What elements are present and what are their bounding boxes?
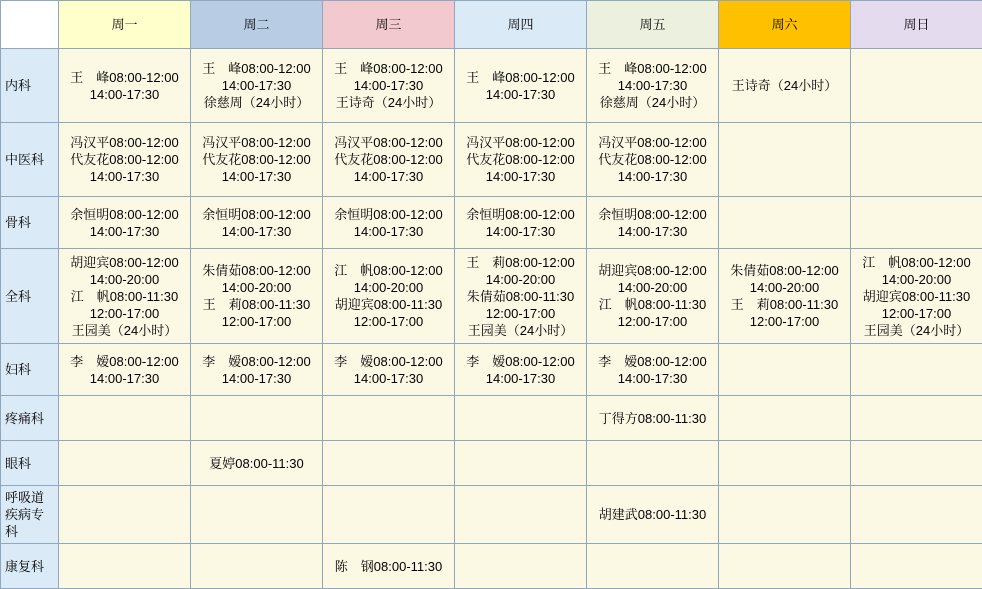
empty-slot — [327, 410, 450, 427]
schedule-entry-line: 江 帆08:00-11:30 — [591, 296, 714, 313]
column-header-day-5: 周五 — [587, 1, 719, 49]
schedule-cell — [191, 197, 323, 249]
schedule-entry-line: 14:00-17:30 — [327, 223, 450, 240]
schedule-cell — [587, 249, 719, 344]
column-header-day-6: 周六 — [719, 1, 851, 49]
schedule-entry-line: 余恒明08:00-12:00 — [327, 206, 450, 223]
schedule-cell — [59, 544, 191, 589]
schedule-entry-line: 14:00-17:30 — [459, 370, 582, 387]
schedule-entry-line: 胡迎宾08:00-12:00 — [591, 262, 714, 279]
schedule-cell — [719, 396, 851, 441]
schedule-entry-line: 朱倩茹08:00-12:00 — [195, 262, 318, 279]
row-header-department: 眼科 — [1, 441, 59, 486]
schedule-entry-line: 徐慈周（24小时） — [591, 94, 714, 111]
empty-slot — [855, 558, 978, 575]
schedule-entry-line: 王园美（24小时） — [63, 322, 186, 339]
schedule-entry-line: 14:00-17:30 — [591, 370, 714, 387]
schedule-cell — [587, 197, 719, 249]
schedule-entry-line: 朱倩茹08:00-12:00 — [723, 262, 846, 279]
schedule-entry-line: 14:00-17:30 — [195, 77, 318, 94]
table-corner-cell — [1, 1, 59, 49]
empty-slot — [591, 455, 714, 472]
schedule-cell — [455, 49, 587, 123]
schedule-cell — [59, 486, 191, 544]
table-row — [1, 344, 982, 396]
schedule-cell — [719, 441, 851, 486]
schedule-cell — [455, 249, 587, 344]
empty-slot — [63, 455, 186, 472]
schedule-entry-line: 14:00-17:30 — [327, 168, 450, 185]
schedule-cell — [323, 396, 455, 441]
schedule-entry-line: 代友花08:00-12:00 — [63, 151, 186, 168]
schedule-entry-line: 冯汉平08:00-12:00 — [591, 134, 714, 151]
schedule-entry-line: 王 峰08:00-12:00 — [195, 60, 318, 77]
schedule-entry-line: 余恒明08:00-12:00 — [195, 206, 318, 223]
schedule-entry-line: 14:00-20:00 — [63, 271, 186, 288]
schedule-entry-line: 14:00-20:00 — [459, 271, 582, 288]
column-header-day-4: 周四 — [455, 1, 587, 49]
schedule-entry-line: 王园美（24小时） — [459, 322, 582, 339]
schedule-cell — [851, 49, 982, 123]
empty-slot — [591, 558, 714, 575]
schedule-cell — [719, 123, 851, 197]
empty-slot — [195, 558, 318, 575]
schedule-cell — [323, 123, 455, 197]
schedule-entry-line: 丁得方08:00-11:30 — [591, 410, 714, 427]
schedule-cell — [455, 344, 587, 396]
schedule-cell — [587, 49, 719, 123]
schedule-cell — [587, 123, 719, 197]
schedule-entry-line: 14:00-20:00 — [723, 279, 846, 296]
schedule-entry-line: 王 峰08:00-12:00 — [63, 69, 186, 86]
schedule-entry-line: 江 帆08:00-12:00 — [327, 262, 450, 279]
schedule-entry-line: 江 帆08:00-12:00 — [855, 254, 978, 271]
schedule-entry-line: 李 嫒08:00-12:00 — [591, 353, 714, 370]
schedule-entry-line: 冯汉平08:00-12:00 — [327, 134, 450, 151]
schedule-entry-line: 12:00-17:00 — [195, 313, 318, 330]
schedule-entry-line: 代友花08:00-12:00 — [327, 151, 450, 168]
schedule-cell — [191, 249, 323, 344]
schedule-entry-line: 14:00-17:30 — [63, 223, 186, 240]
schedule-entry-line: 余恒明08:00-12:00 — [459, 206, 582, 223]
schedule-entry-line: 14:00-17:30 — [195, 168, 318, 185]
schedule-entry-line: 李 嫒08:00-12:00 — [195, 353, 318, 370]
schedule-entry-line: 余恒明08:00-12:00 — [63, 206, 186, 223]
schedule-entry-line: 12:00-17:00 — [63, 305, 186, 322]
schedule-entry-line: 王 峰08:00-12:00 — [591, 60, 714, 77]
empty-slot — [459, 410, 582, 427]
schedule-entry-line: 14:00-17:30 — [591, 77, 714, 94]
empty-slot — [459, 506, 582, 523]
empty-slot — [855, 361, 978, 378]
schedule-cell — [191, 344, 323, 396]
schedule-cell — [719, 544, 851, 589]
schedule-entry-line: 14:00-17:30 — [63, 370, 186, 387]
table-header — [1, 1, 982, 49]
schedule-entry-line: 14:00-20:00 — [195, 279, 318, 296]
schedule-entry-line: 14:00-17:30 — [195, 223, 318, 240]
column-header-day-3: 周三 — [323, 1, 455, 49]
table-row — [1, 441, 982, 486]
column-header-day-2: 周二 — [191, 1, 323, 49]
schedule-entry-line: 冯汉平08:00-12:00 — [195, 134, 318, 151]
table-row — [1, 249, 982, 344]
schedule-cell — [455, 441, 587, 486]
schedule-entry-line: 王诗奇（24小时） — [723, 77, 846, 94]
empty-slot — [855, 410, 978, 427]
empty-slot — [855, 214, 978, 231]
schedule-entry-line: 胡迎宾08:00-11:30 — [327, 296, 450, 313]
schedule-cell — [719, 49, 851, 123]
schedule-cell — [323, 441, 455, 486]
schedule-entry-line: 14:00-17:30 — [591, 168, 714, 185]
schedule-entry-line: 胡建武08:00-11:30 — [591, 506, 714, 523]
schedule-cell — [59, 441, 191, 486]
schedule-cell — [59, 197, 191, 249]
schedule-entry-line: 胡迎宾08:00-12:00 — [63, 254, 186, 271]
schedule-cell — [851, 396, 982, 441]
empty-slot — [723, 506, 846, 523]
schedule-entry-line: 余恒明08:00-12:00 — [591, 206, 714, 223]
schedule-entry-line: 李 嫒08:00-12:00 — [327, 353, 450, 370]
empty-slot — [459, 558, 582, 575]
schedule-cell — [59, 396, 191, 441]
schedule-entry-line: 王 峰08:00-12:00 — [459, 69, 582, 86]
schedule-cell — [323, 249, 455, 344]
schedule-cell — [851, 123, 982, 197]
schedule-entry-line: 14:00-17:30 — [459, 168, 582, 185]
schedule-entry-line: 14:00-20:00 — [591, 279, 714, 296]
empty-slot — [855, 151, 978, 168]
empty-slot — [723, 410, 846, 427]
schedule-entry-line: 14:00-17:30 — [591, 223, 714, 240]
schedule-entry-line: 14:00-17:30 — [327, 77, 450, 94]
schedule-entry-line: 王 莉08:00-11:30 — [195, 296, 318, 313]
empty-slot — [855, 506, 978, 523]
schedule-entry-line: 李 嫒08:00-12:00 — [459, 353, 582, 370]
schedule-cell — [851, 544, 982, 589]
empty-slot — [723, 361, 846, 378]
schedule-cell — [191, 486, 323, 544]
schedule-cell — [191, 396, 323, 441]
schedule-cell — [323, 197, 455, 249]
schedule-cell — [455, 197, 587, 249]
empty-slot — [855, 455, 978, 472]
schedule-entry-line: 14:00-20:00 — [327, 279, 450, 296]
column-header-day-7: 周日 — [851, 1, 982, 49]
empty-slot — [459, 455, 582, 472]
schedule-cell — [59, 344, 191, 396]
schedule-cell — [587, 396, 719, 441]
row-header-department: 内科 — [1, 49, 59, 123]
row-header-department: 全科 — [1, 249, 59, 344]
schedule-entry-line: 12:00-17:00 — [327, 313, 450, 330]
schedule-cell — [719, 249, 851, 344]
empty-slot — [63, 410, 186, 427]
schedule-entry-line: 14:00-17:30 — [63, 86, 186, 103]
column-header-day-1: 周一 — [59, 1, 191, 49]
schedule-entry-line: 12:00-17:00 — [855, 305, 978, 322]
schedule-entry-line: 王诗奇（24小时） — [327, 94, 450, 111]
empty-slot — [723, 151, 846, 168]
schedule-cell — [851, 441, 982, 486]
schedule-cell — [59, 49, 191, 123]
empty-slot — [195, 410, 318, 427]
schedule-cell — [719, 197, 851, 249]
schedule-cell — [191, 123, 323, 197]
schedule-entry-line: 12:00-17:00 — [591, 313, 714, 330]
schedule-cell — [851, 197, 982, 249]
schedule-cell — [323, 49, 455, 123]
empty-slot — [327, 455, 450, 472]
schedule-entry-line: 胡迎宾08:00-11:30 — [855, 288, 978, 305]
schedule-entry-line: 14:00-20:00 — [855, 271, 978, 288]
schedule-cell — [851, 249, 982, 344]
table-body — [1, 49, 982, 589]
schedule-entry-line: 代友花08:00-12:00 — [459, 151, 582, 168]
schedule-cell — [59, 123, 191, 197]
row-header-department: 疼痛科 — [1, 396, 59, 441]
schedule-cell — [587, 544, 719, 589]
schedule-entry-line: 朱倩茹08:00-11:30 — [459, 288, 582, 305]
schedule-entry-line: 陈 钢08:00-11:30 — [327, 558, 450, 575]
schedule-cell — [323, 486, 455, 544]
row-header-department: 中医科 — [1, 123, 59, 197]
schedule-cell — [323, 544, 455, 589]
schedule-entry-line: 冯汉平08:00-12:00 — [459, 134, 582, 151]
row-header-department: 康复科 — [1, 544, 59, 589]
schedule-cell — [587, 344, 719, 396]
schedule-cell — [719, 344, 851, 396]
schedule-entry-line: 代友花08:00-12:00 — [591, 151, 714, 168]
empty-slot — [195, 506, 318, 523]
schedule-cell — [323, 344, 455, 396]
schedule-entry-line: 14:00-17:30 — [195, 370, 318, 387]
schedule-cell — [587, 486, 719, 544]
schedule-cell — [851, 486, 982, 544]
empty-slot — [63, 506, 186, 523]
schedule-entry-line: 江 帆08:00-11:30 — [63, 288, 186, 305]
schedule-cell — [851, 344, 982, 396]
schedule-entry-line: 14:00-17:30 — [459, 86, 582, 103]
schedule-cell — [587, 441, 719, 486]
schedule-entry-line: 14:00-17:30 — [63, 168, 186, 185]
schedule-entry-line: 夏婷08:00-11:30 — [195, 455, 318, 472]
schedule-entry-line: 王 莉08:00-11:30 — [723, 296, 846, 313]
schedule-entry-line: 徐慈周（24小时） — [195, 94, 318, 111]
schedule-entry-line: 李 嫒08:00-12:00 — [63, 353, 186, 370]
header-row — [1, 1, 982, 49]
row-header-department: 呼吸道疾病专科 — [1, 486, 59, 544]
schedule-cell — [455, 544, 587, 589]
schedule-entry-line: 14:00-17:30 — [459, 223, 582, 240]
schedule-entry-line: 14:00-17:30 — [327, 370, 450, 387]
empty-slot — [723, 214, 846, 231]
table-row — [1, 396, 982, 441]
empty-slot — [723, 455, 846, 472]
empty-slot — [63, 558, 186, 575]
schedule-entry-line: 王园美（24小时） — [855, 322, 978, 339]
schedule-cell — [719, 486, 851, 544]
row-header-department: 骨科 — [1, 197, 59, 249]
row-header-department: 妇科 — [1, 344, 59, 396]
schedule-cell — [455, 396, 587, 441]
empty-slot — [855, 77, 978, 94]
schedule-entry-line: 冯汉平08:00-12:00 — [63, 134, 186, 151]
schedule-cell — [59, 249, 191, 344]
table-row — [1, 197, 982, 249]
table-row — [1, 486, 982, 544]
schedule-cell — [191, 441, 323, 486]
schedule-entry-line: 代友花08:00-12:00 — [195, 151, 318, 168]
schedule-entry-line: 12:00-17:00 — [723, 313, 846, 330]
table-row — [1, 544, 982, 589]
empty-slot — [723, 558, 846, 575]
schedule-cell — [455, 486, 587, 544]
schedule-cell — [191, 544, 323, 589]
schedule-entry-line: 王 峰08:00-12:00 — [327, 60, 450, 77]
empty-slot — [327, 506, 450, 523]
schedule-entry-line: 王 莉08:00-12:00 — [459, 254, 582, 271]
schedule-cell — [191, 49, 323, 123]
schedule-cell — [455, 123, 587, 197]
table-row — [1, 49, 982, 123]
table-row — [1, 123, 982, 197]
schedule-entry-line: 12:00-17:00 — [459, 305, 582, 322]
